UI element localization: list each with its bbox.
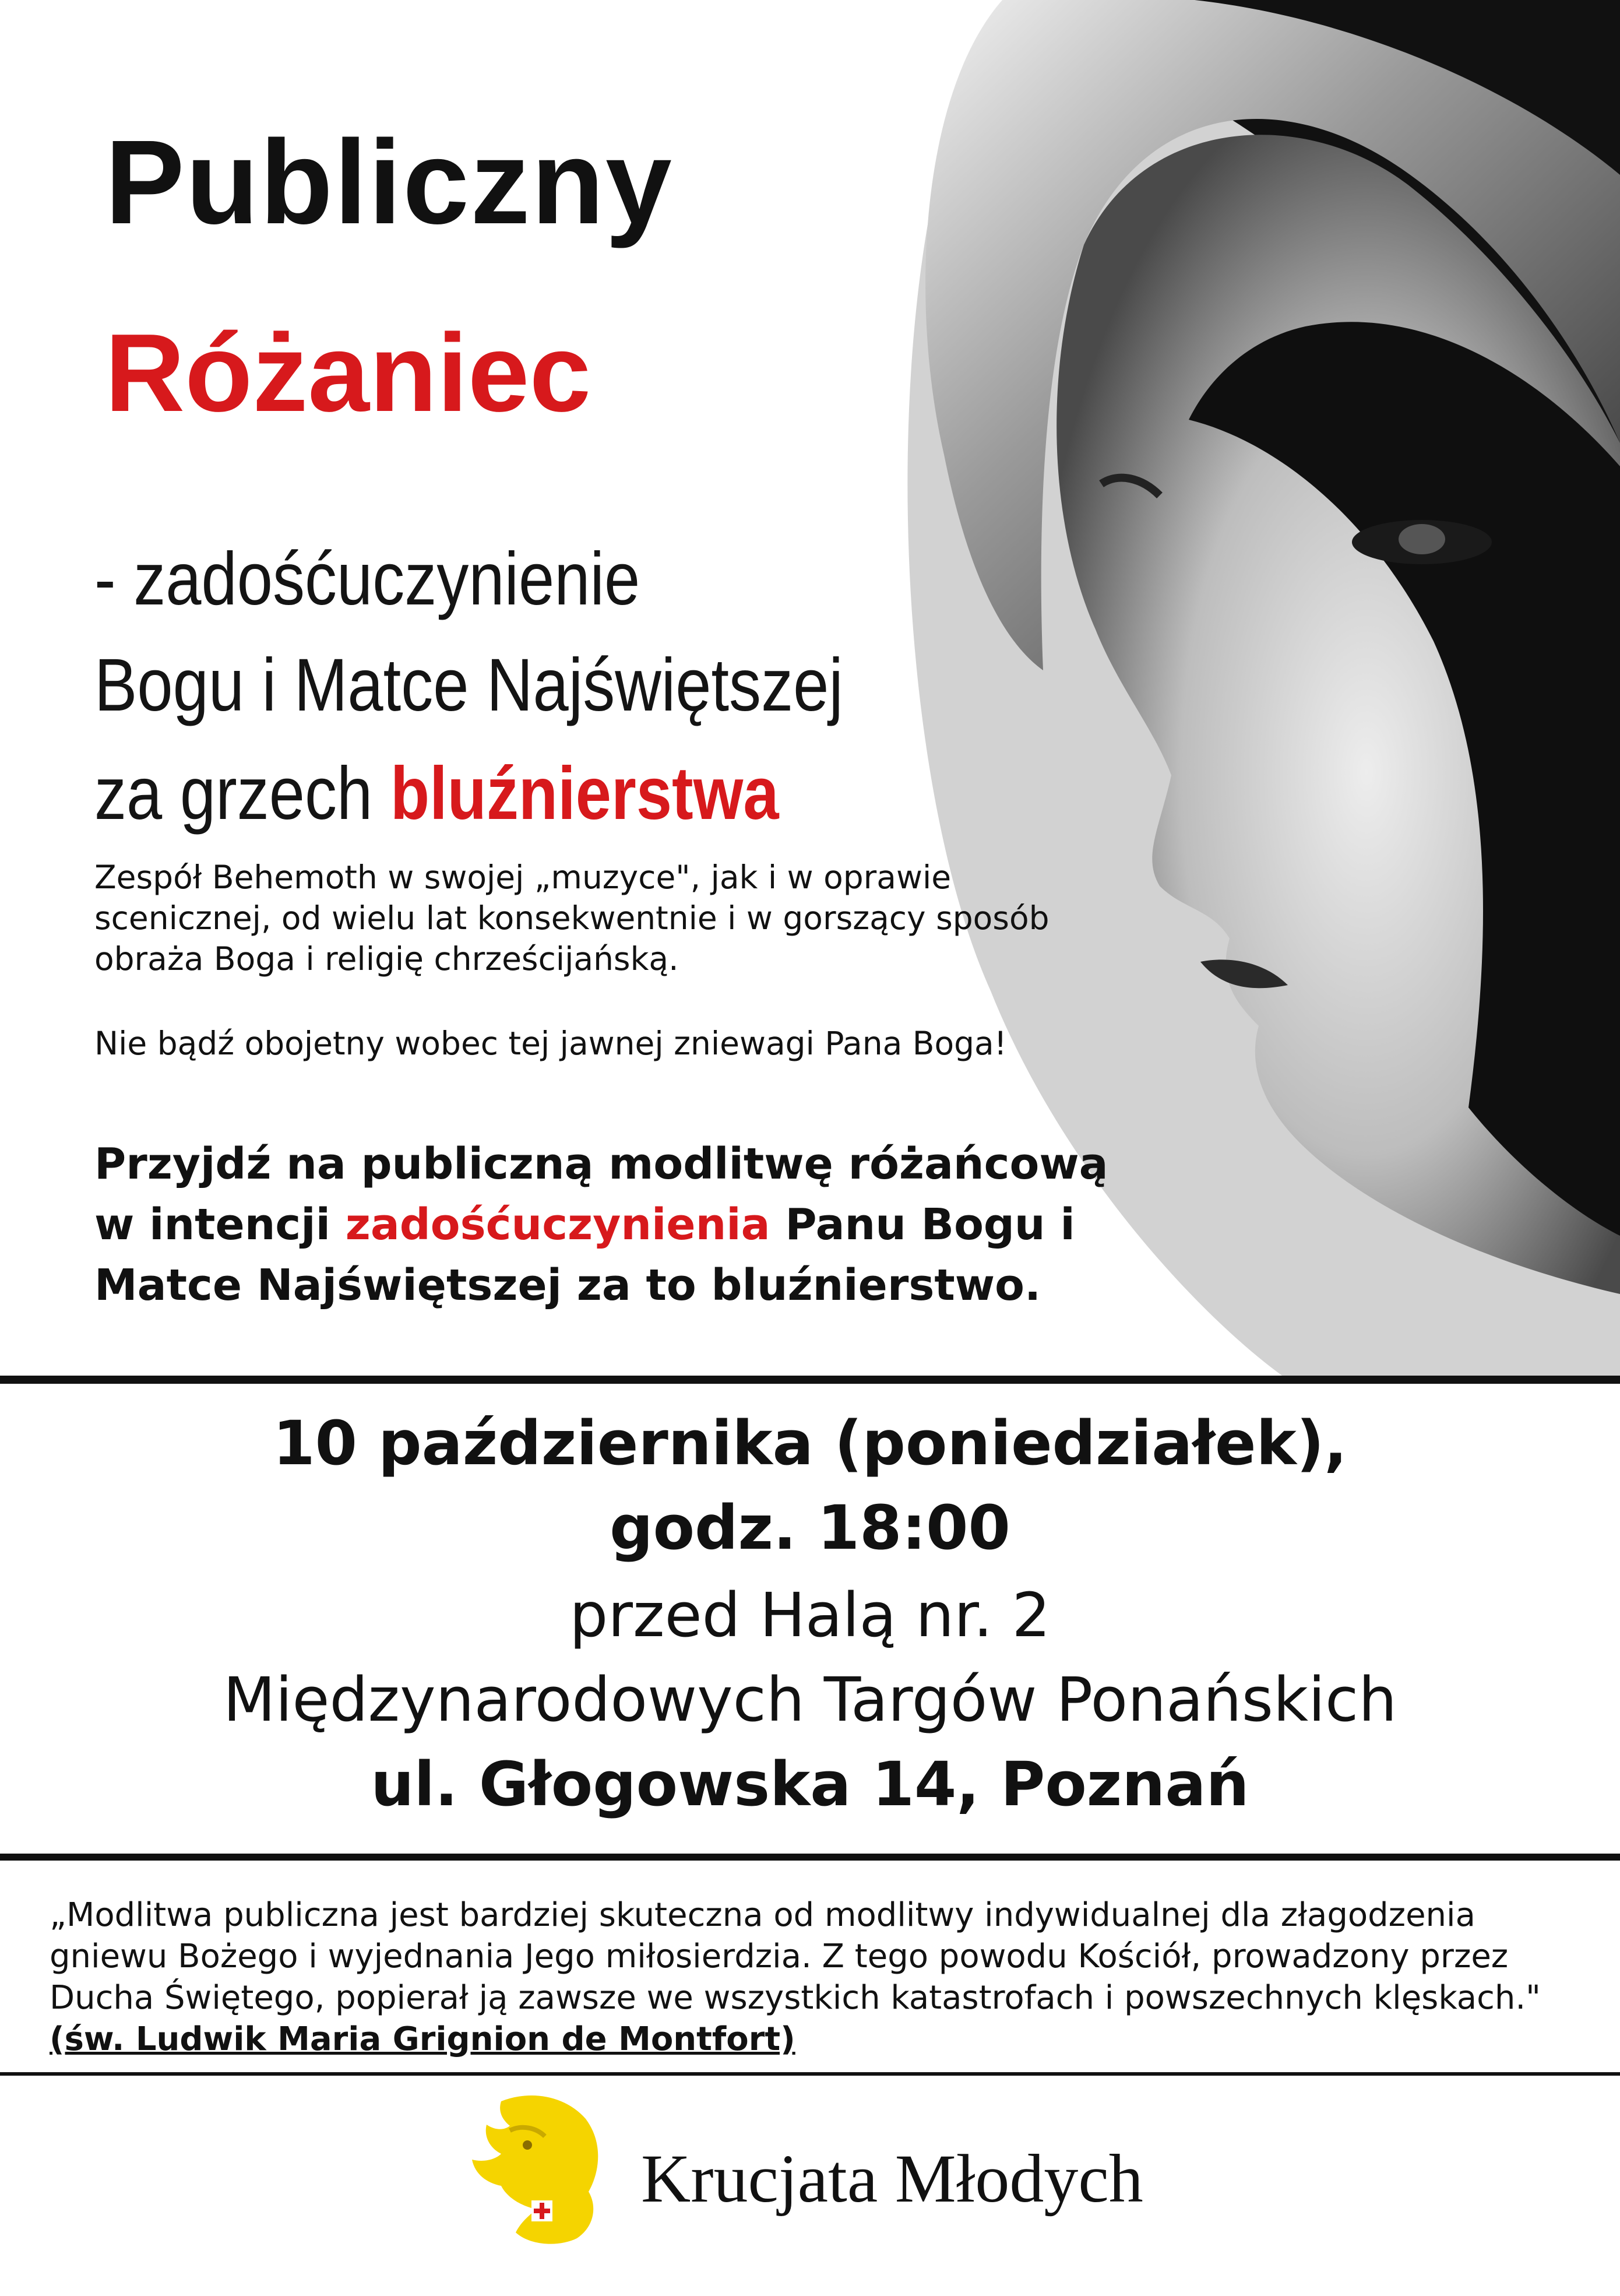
- organization-name: Krucjata Młodych: [641, 2140, 1143, 2217]
- call-suffix: Panu Bogu i Matce Najświętszej za to bluźnierstwo.: [94, 1200, 1075, 1310]
- divider-top: [0, 1376, 1620, 1384]
- event-time: godz. 18:00: [610, 1492, 1010, 1563]
- divider-middle: [0, 1854, 1620, 1861]
- subtitle-line-1: - zadośćuczynienie: [94, 537, 640, 621]
- quote: [50, 1894, 1576, 2060]
- event-date: 10 października (poniedziałek),: [273, 1408, 1347, 1479]
- subtitle-line-3: [94, 752, 779, 835]
- intro-paragraph-1: Zespół Behemoth w swojej „muzyce", jak i w oprawie scenicznej, od wielu lat konsekwentnie i w gorszący sposób obraża Boga i religię chrześcijańską.: [94, 859, 1050, 978]
- subtitle-line-2: Bogu i Matce Najświętszej: [94, 644, 843, 727]
- call-prefix: Przyjdź na publiczną modlitwę różańcową w intencji: [94, 1139, 1108, 1250]
- event-address: ul. Głogowska 14, Poznań: [371, 1749, 1249, 1820]
- event-place-line-2: Międzynarodowych Targów Ponańskich: [223, 1664, 1397, 1735]
- event-place-line-1: przed Halą nr. 2: [569, 1580, 1051, 1651]
- intro-paragraph-2: Nie bądź obojetny wobec tej jawnej zniewagi Pana Boga!: [94, 1025, 1007, 1062]
- golden-lion-icon: [466, 2090, 606, 2247]
- quote-text: „Modlitwa publiczna jest bardziej skuteczna od modlitwy indywidualnej dla złagodzenia gniewu Bożego i wyjednania Jego miłosierdzia. Z tego powodu Kościół, prowadzony przez Ducha Świętego, popierał ją zawsze we wszystkich katastrofach i powszechnych klęskach.": [50, 1896, 1541, 2017]
- subtitle-prefix: za grzech: [94, 752, 390, 835]
- title-line-1: Publiczny: [105, 115, 673, 249]
- subtitle-highlight: bluźnierstwa: [390, 752, 779, 835]
- title-line-2: Różaniec: [105, 311, 591, 435]
- call-to-action: [94, 1134, 1143, 1316]
- divider-bottom: [0, 2072, 1620, 2076]
- call-highlight: zadośćuczynienia: [345, 1200, 770, 1250]
- quote-citation: (św. Ludwik Maria Grignion de Montfort): [50, 2020, 795, 2058]
